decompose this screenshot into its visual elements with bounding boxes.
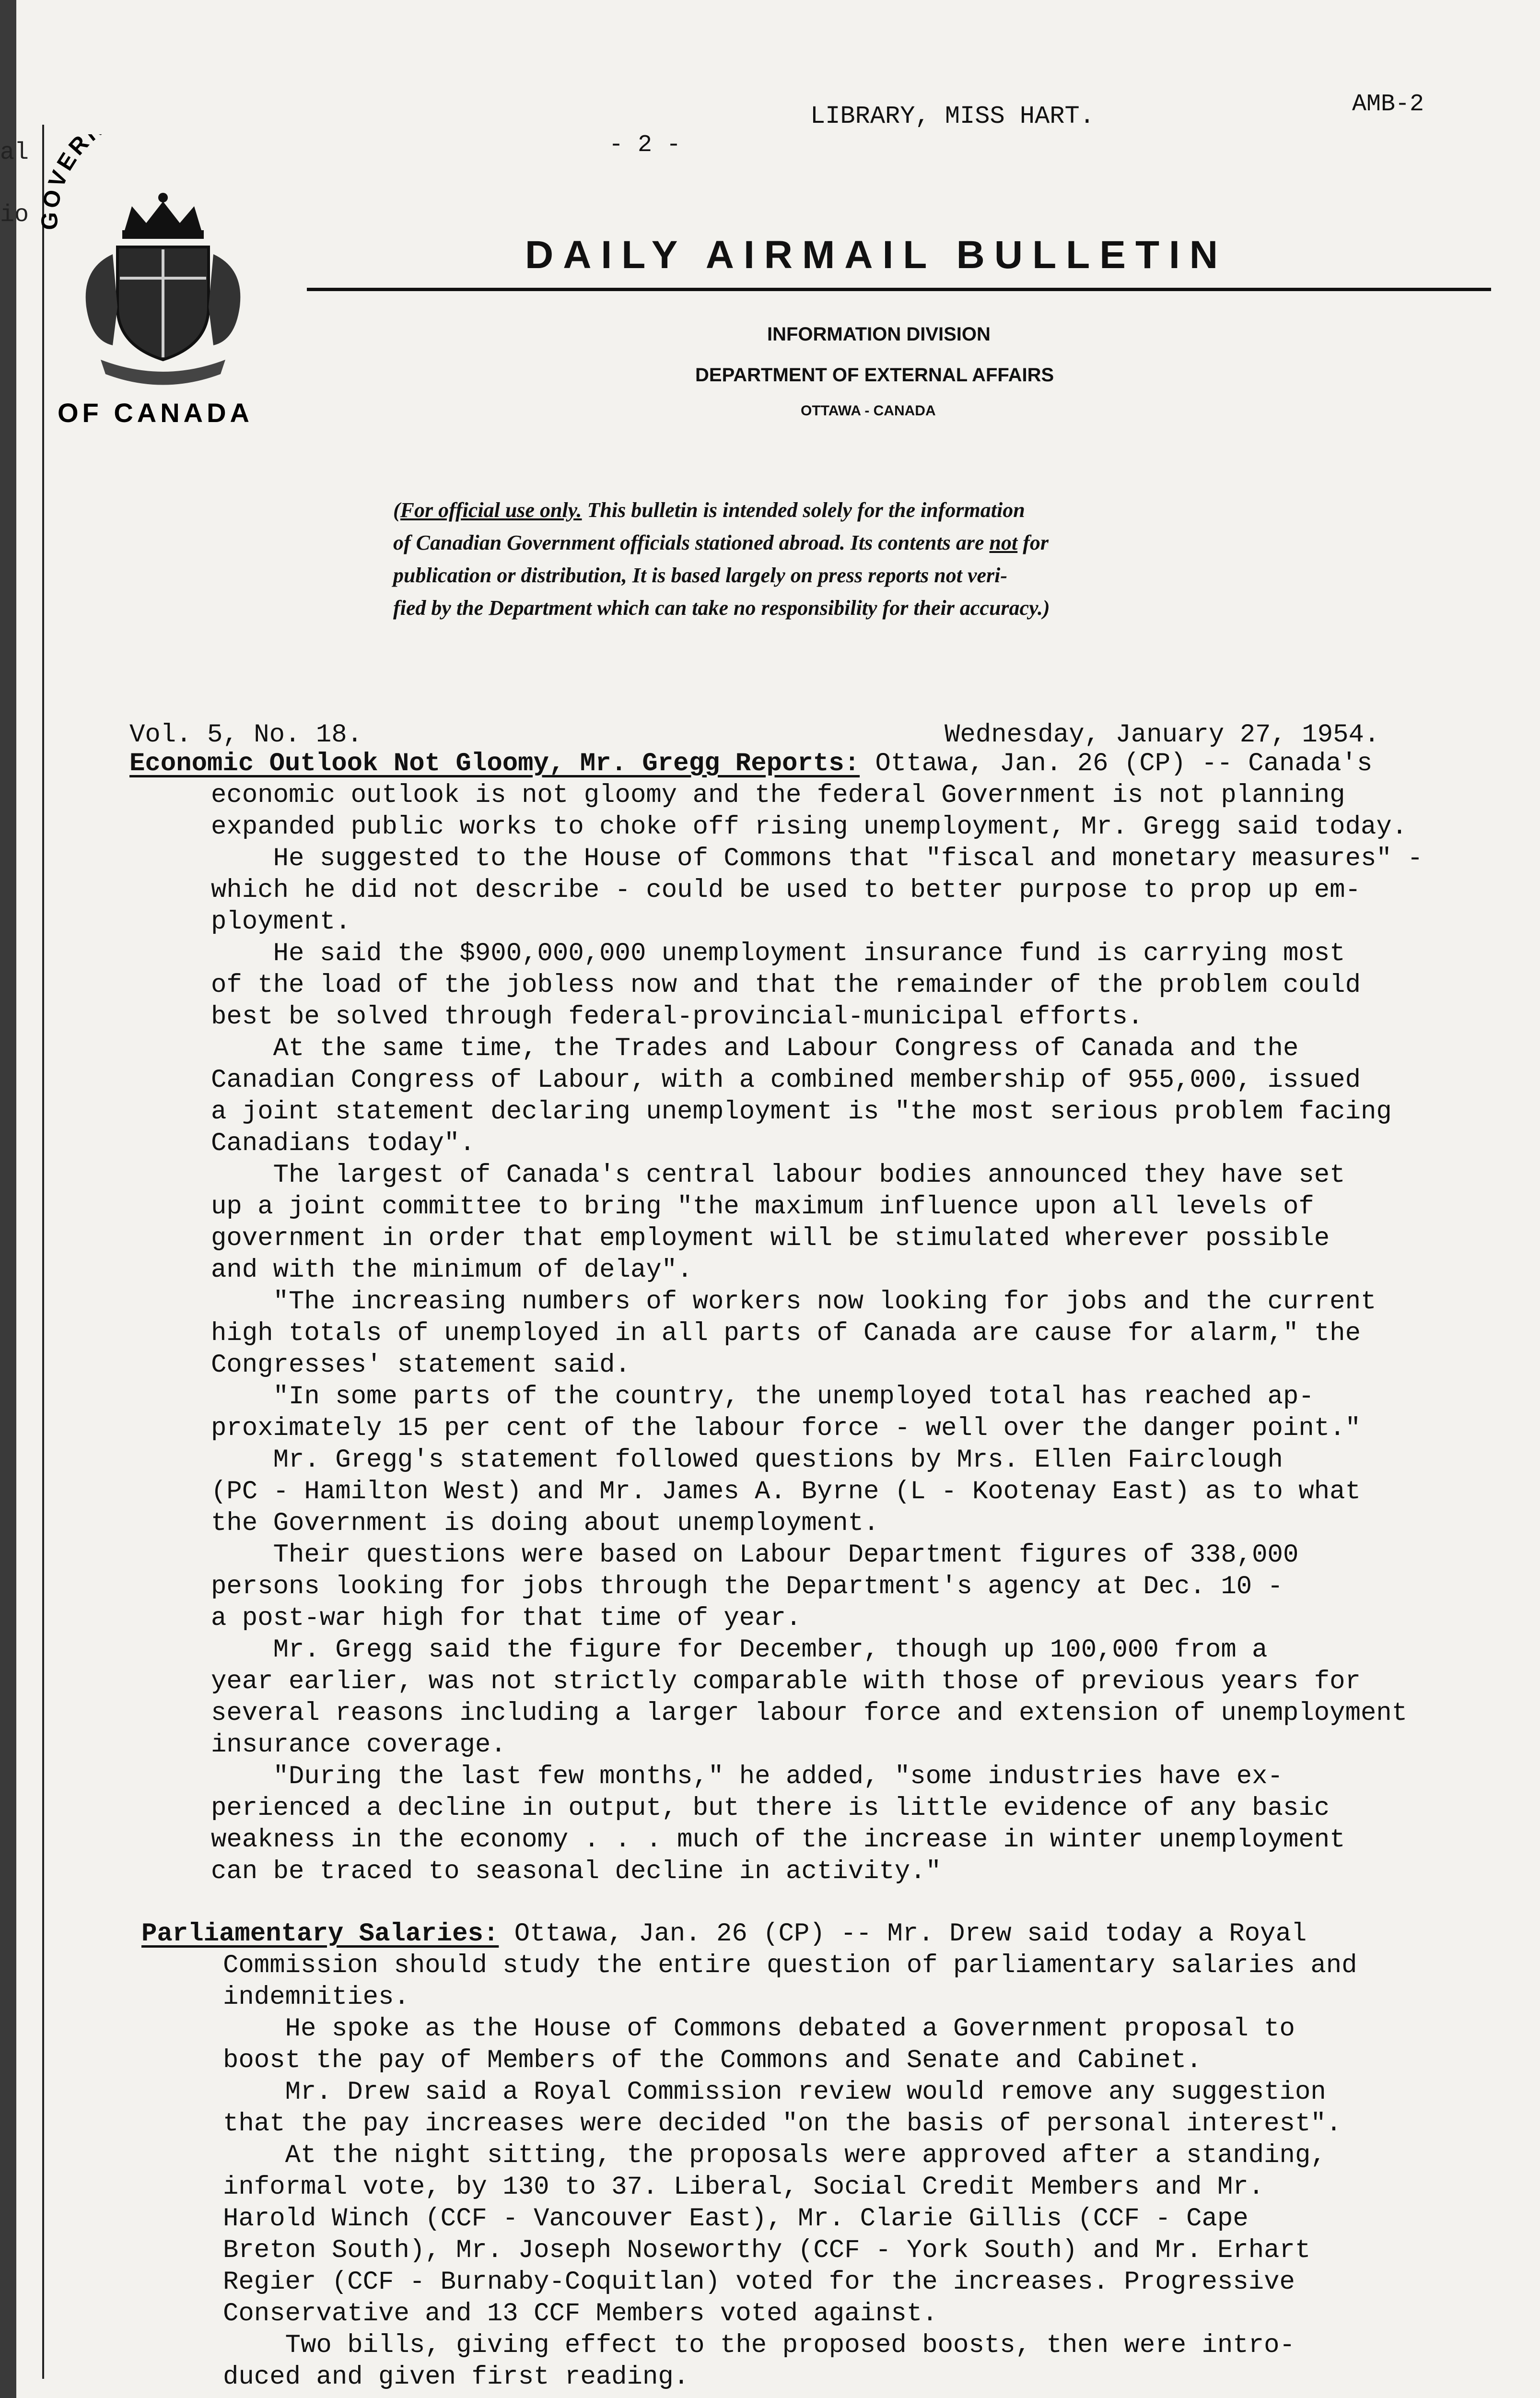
disclaimer-line-3: publication or distribution, It is based largely on press reports not veri- [393,564,1008,587]
story-1-body [211,780,1423,1888]
story-line: can be traced to seasonal decline in activity." [211,1857,942,1886]
story-2-heading: Parliamentary Salaries: [141,1919,499,1949]
story-line: of the load of the jobless now and that the remainder of the problem could [211,971,1361,1000]
story-line: a joint statement declaring unemployment is "the most serious problem facing [211,1097,1392,1127]
story-line: Canadians today". [211,1129,475,1158]
emblem-arc-bottom: OF CANADA [58,398,253,428]
story-line: Canadian Congress of Labour, with a combined membership of 955,000, issued [211,1066,1361,1095]
issue-date: Wednesday, January 27, 1954. [945,720,1380,750]
story-line: up a joint committee to bring "the maximum influence upon all levels of [211,1192,1314,1222]
story-line: indemnities. [223,1983,409,2012]
story-line: Breton South), Mr. Joseph Noseworthy (CCF - York South) and Mr. Erhart [223,2236,1311,2265]
disclaimer [393,494,1050,624]
story-line: weakness in the economy . . . much of the increase in winter unemployment [211,1825,1345,1855]
story-line: Commission should study the entire question of parliamentary salaries and [223,1951,1357,1980]
department-name: DEPARTMENT OF EXTERNAL AFFAIRS [695,364,1054,386]
story-line: several reasons including a larger labour force and extension of unemployment [211,1699,1408,1728]
story-line: the Government is doing about unemployment. [211,1509,879,1538]
story-line: duced and given first reading. [223,2363,689,2392]
information-division: INFORMATION DIVISION [767,324,991,345]
story-line: ployment. [211,907,351,937]
story-line: (PC - Hamilton West) and Mr. James A. Byrne (L - Kootenay East) as to what [211,1477,1361,1506]
margin-fragment: io [0,201,29,229]
coat-of-arms-icon [29,134,297,441]
story-line: year earlier, was not strictly comparable with those of previous years for [211,1667,1361,1696]
story-line: expanded public works to choke off rising unemployment, Mr. Gregg said today. [211,812,1408,842]
story-line: Mr. Gregg said the figure for December, though up 100,000 from a [211,1635,1268,1665]
story-line: high totals of unemployed in all parts of Canada are cause for alarm," the [211,1319,1361,1348]
story-line: persons looking for jobs through the Department's agency at Dec. 10 - [211,1572,1283,1601]
masthead-title: DAILY AIRMAIL BULLETIN [525,233,1228,277]
emblem-arc-top: GOVER [36,134,96,231]
page-mark: - 2 - [609,131,681,159]
story-line: Conservative and 13 CCF Members voted against. [223,2299,938,2328]
story-line: economic outlook is not gloomy and the federal Government is not planning [211,781,1345,810]
story-line: perienced a decline in output, but there is little evidence of any basic [211,1794,1330,1823]
story-line: boost the pay of Members of the Commons and Senate and Cabinet. [223,2046,1202,2075]
story-line: Two bills, giving effect to the proposed boosts, then were intro- [223,2331,1295,2360]
masthead-rule [307,288,1491,291]
story-line: "The increasing numbers of workers now looking for jobs and the current [211,1287,1377,1317]
story-line: Mr. Drew said a Royal Commission review would remove any suggestion [223,2078,1326,2107]
story-1-heading: Economic Outlook Not Gloomy, Mr. Gregg Reports: [129,749,860,778]
story-line: Congresses' statement said. [211,1351,630,1380]
story-line: insurance coverage. [211,1730,506,1760]
story-line: At the same time, the Trades and Labour Congress of Canada and the [211,1034,1299,1063]
story-line: Their questions were based on Labour Department figures of 338,000 [211,1540,1299,1570]
story-line: The largest of Canada's central labour bodies announced they have set [211,1161,1345,1190]
story-line: He suggested to the House of Commons that "fiscal and monetary measures" - [211,844,1423,873]
story-1-lead: Economic Outlook Not Gloomy, Mr. Gregg Reports: Ottawa, Jan. 26 (CP) -- Canada's [129,749,1373,778]
story-line: best be solved through federal-provincial-municipal efforts. [211,1002,1143,1032]
disclaimer-line-2: of Canadian Government officials stationed abroad. Its contents are not for [393,531,1049,554]
story-line: Mr. Gregg's statement followed questions by Mrs. Ellen Fairclough [211,1446,1283,1475]
story-line: which he did not describe - could be used to better purpose to prop up em- [211,876,1361,905]
story-line: a post-war high for that time of year. [211,1604,802,1633]
story-line: and with the minimum of delay". [211,1256,693,1285]
disclaimer-line-4: fied by the Department which can take no responsibility for their accuracy.) [393,596,1050,620]
story-line: At the night sitting, the proposals were approved after a standing, [223,2141,1326,2170]
story-line: Regier (CCF - Burnaby-Coquitlan) voted for the increases. Progressive [223,2268,1295,2297]
reference-code: AMB-2 [1352,91,1424,118]
issue-volume: Vol. 5, No. 18. [129,720,363,750]
story-line: He spoke as the House of Commons debated a Government proposal to [223,2014,1295,2044]
binding-line [42,125,44,2379]
story-line: proximately 15 per cent of the labour force - well over the danger point." [211,1414,1361,1443]
story-line: that the pay increases were decided "on the basis of personal interest". [223,2109,1342,2139]
story-2-body [223,1950,1357,2393]
disclaimer-line-1: (For official use only. This bulletin is intended solely for the information [393,498,1025,522]
scan-left-edge [0,0,16,2398]
library-note: LIBRARY, MISS HART. [810,102,1095,130]
story-line: He said the $900,000,000 unemployment insurance fund is carrying most [211,939,1345,968]
masthead-location: OTTAWA - CANADA [801,403,936,419]
government-emblem [29,134,297,441]
story-2-lead: Parliamentary Salaries: Ottawa, Jan. 26 (CP) -- Mr. Drew said today a Royal [141,1919,1307,1949]
story-line: government in order that employment will be stimulated wherever possible [211,1224,1330,1253]
margin-fragment: al [0,139,29,166]
story-line: informal vote, by 130 to 37. Liberal, Social Credit Members and Mr. [223,2173,1264,2202]
story-line: "During the last few months," he added, "some industries have ex- [211,1762,1283,1791]
story-line: "In some parts of the country, the unemployed total has reached ap- [211,1382,1314,1411]
story-line: Harold Winch (CCF - Vancouver East), Mr. Clarie Gillis (CCF - Cape [223,2204,1248,2233]
